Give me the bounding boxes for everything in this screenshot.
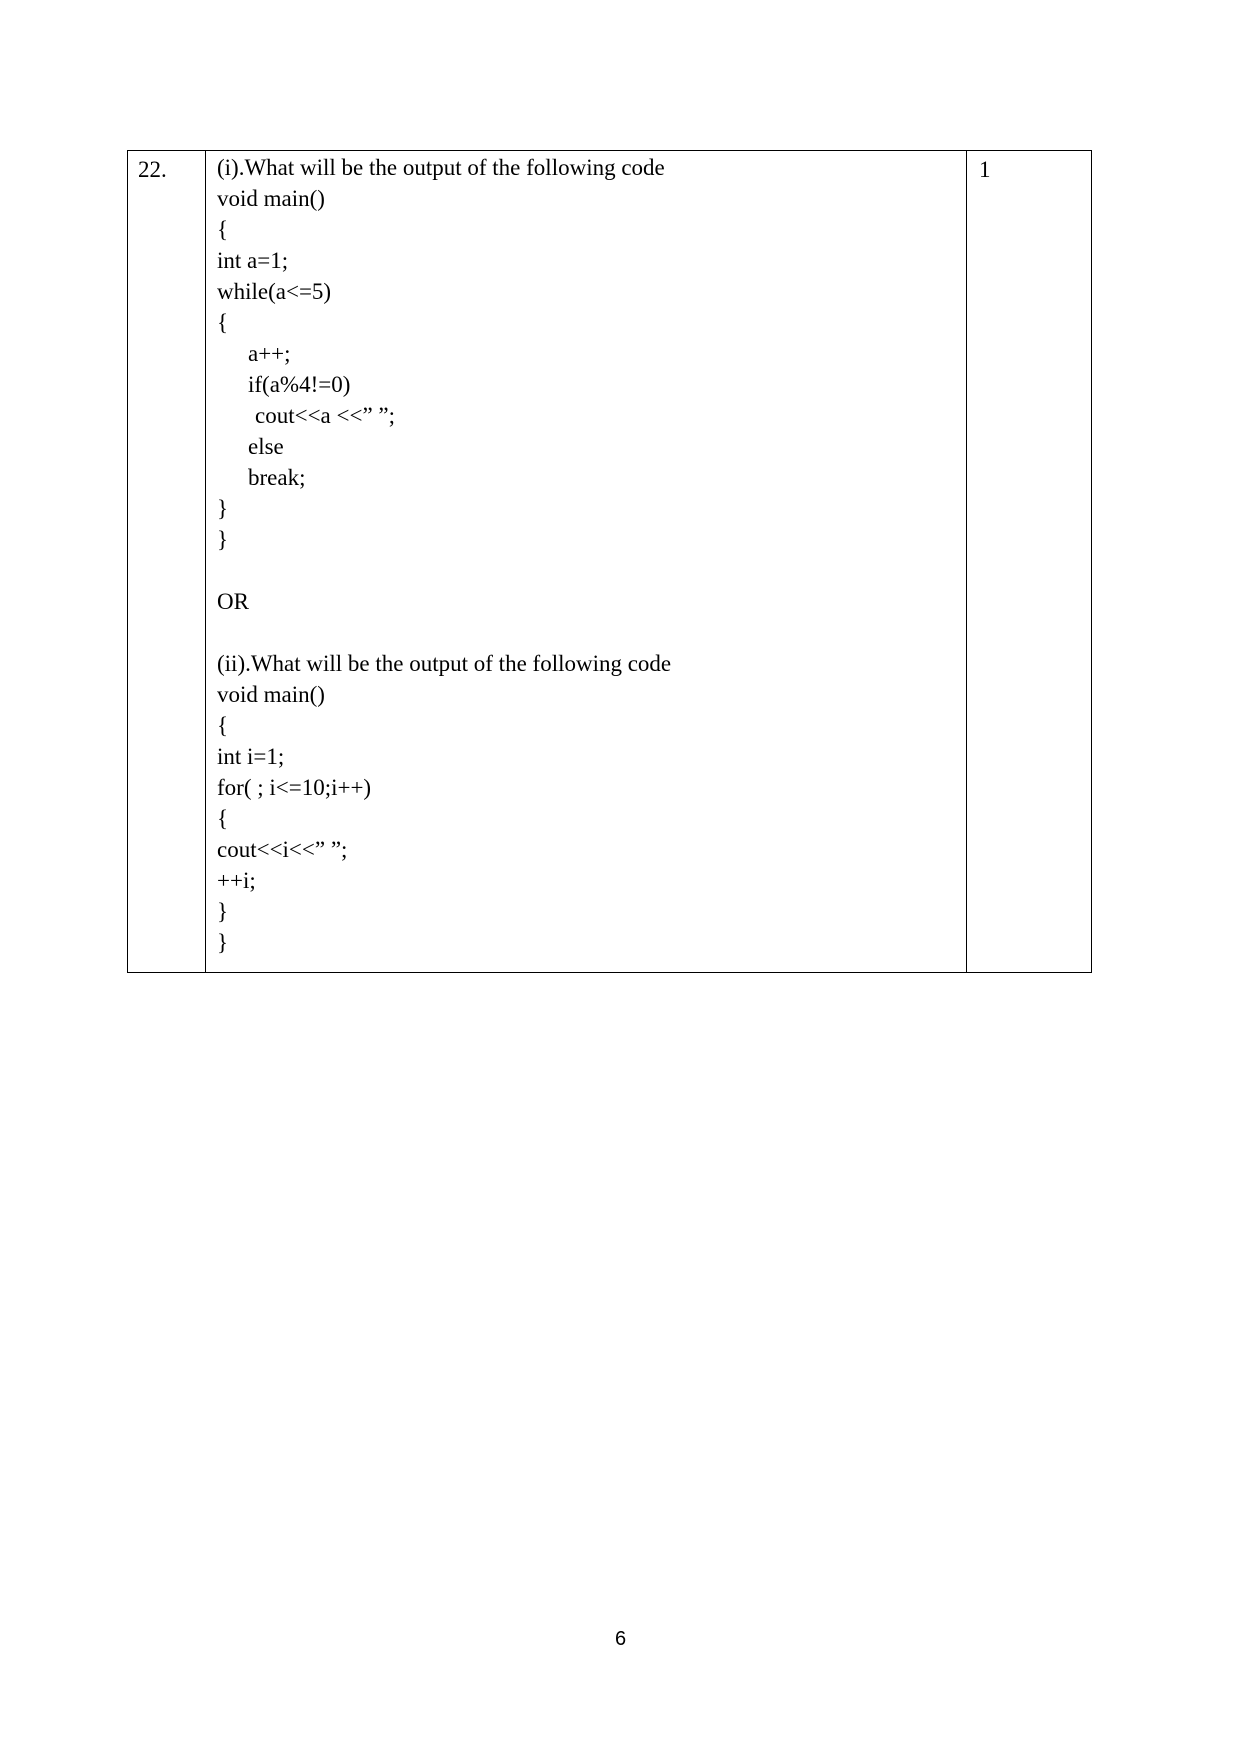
- code-line: {: [217, 806, 229, 831]
- spacer: [217, 555, 966, 586]
- question-body: [206, 151, 967, 973]
- code-line: void main(): [217, 186, 325, 211]
- code-line: while(a<=5): [217, 279, 332, 304]
- code-line: int i=1;: [217, 744, 285, 769]
- code-line: a++;: [248, 341, 291, 366]
- code-line: if(a%4!=0): [248, 372, 351, 397]
- code-line: for( ; i<=10;i++): [217, 775, 372, 800]
- code-line: }: [217, 527, 229, 552]
- code-line: {: [217, 217, 229, 242]
- code-line: int a=1;: [217, 248, 289, 273]
- code-line: }: [217, 496, 229, 521]
- code-line: }: [217, 899, 229, 924]
- question-table: [127, 150, 1092, 973]
- part2-prompt: (ii).What will be the output of the following code: [217, 651, 672, 676]
- code-line: cout<<a <<” ”;: [255, 403, 395, 428]
- code-line: {: [217, 310, 229, 335]
- question-marks: 1: [967, 151, 1092, 973]
- code-line: void main(): [217, 682, 325, 707]
- code-line: else: [248, 434, 284, 459]
- code-line: cout<<i<<” ”;: [217, 837, 348, 862]
- code-line: }: [217, 930, 229, 955]
- part1-prompt: (i).What will be the output of the following code: [217, 155, 665, 180]
- or-separator: OR: [217, 589, 249, 614]
- question-row: [128, 151, 1092, 973]
- code-line: {: [217, 713, 229, 738]
- spacer: [217, 617, 966, 648]
- code-line: break;: [248, 465, 306, 490]
- question-number: 22.: [128, 151, 206, 973]
- code-line: ++i;: [217, 868, 256, 893]
- page-number: 6: [614, 1628, 627, 1650]
